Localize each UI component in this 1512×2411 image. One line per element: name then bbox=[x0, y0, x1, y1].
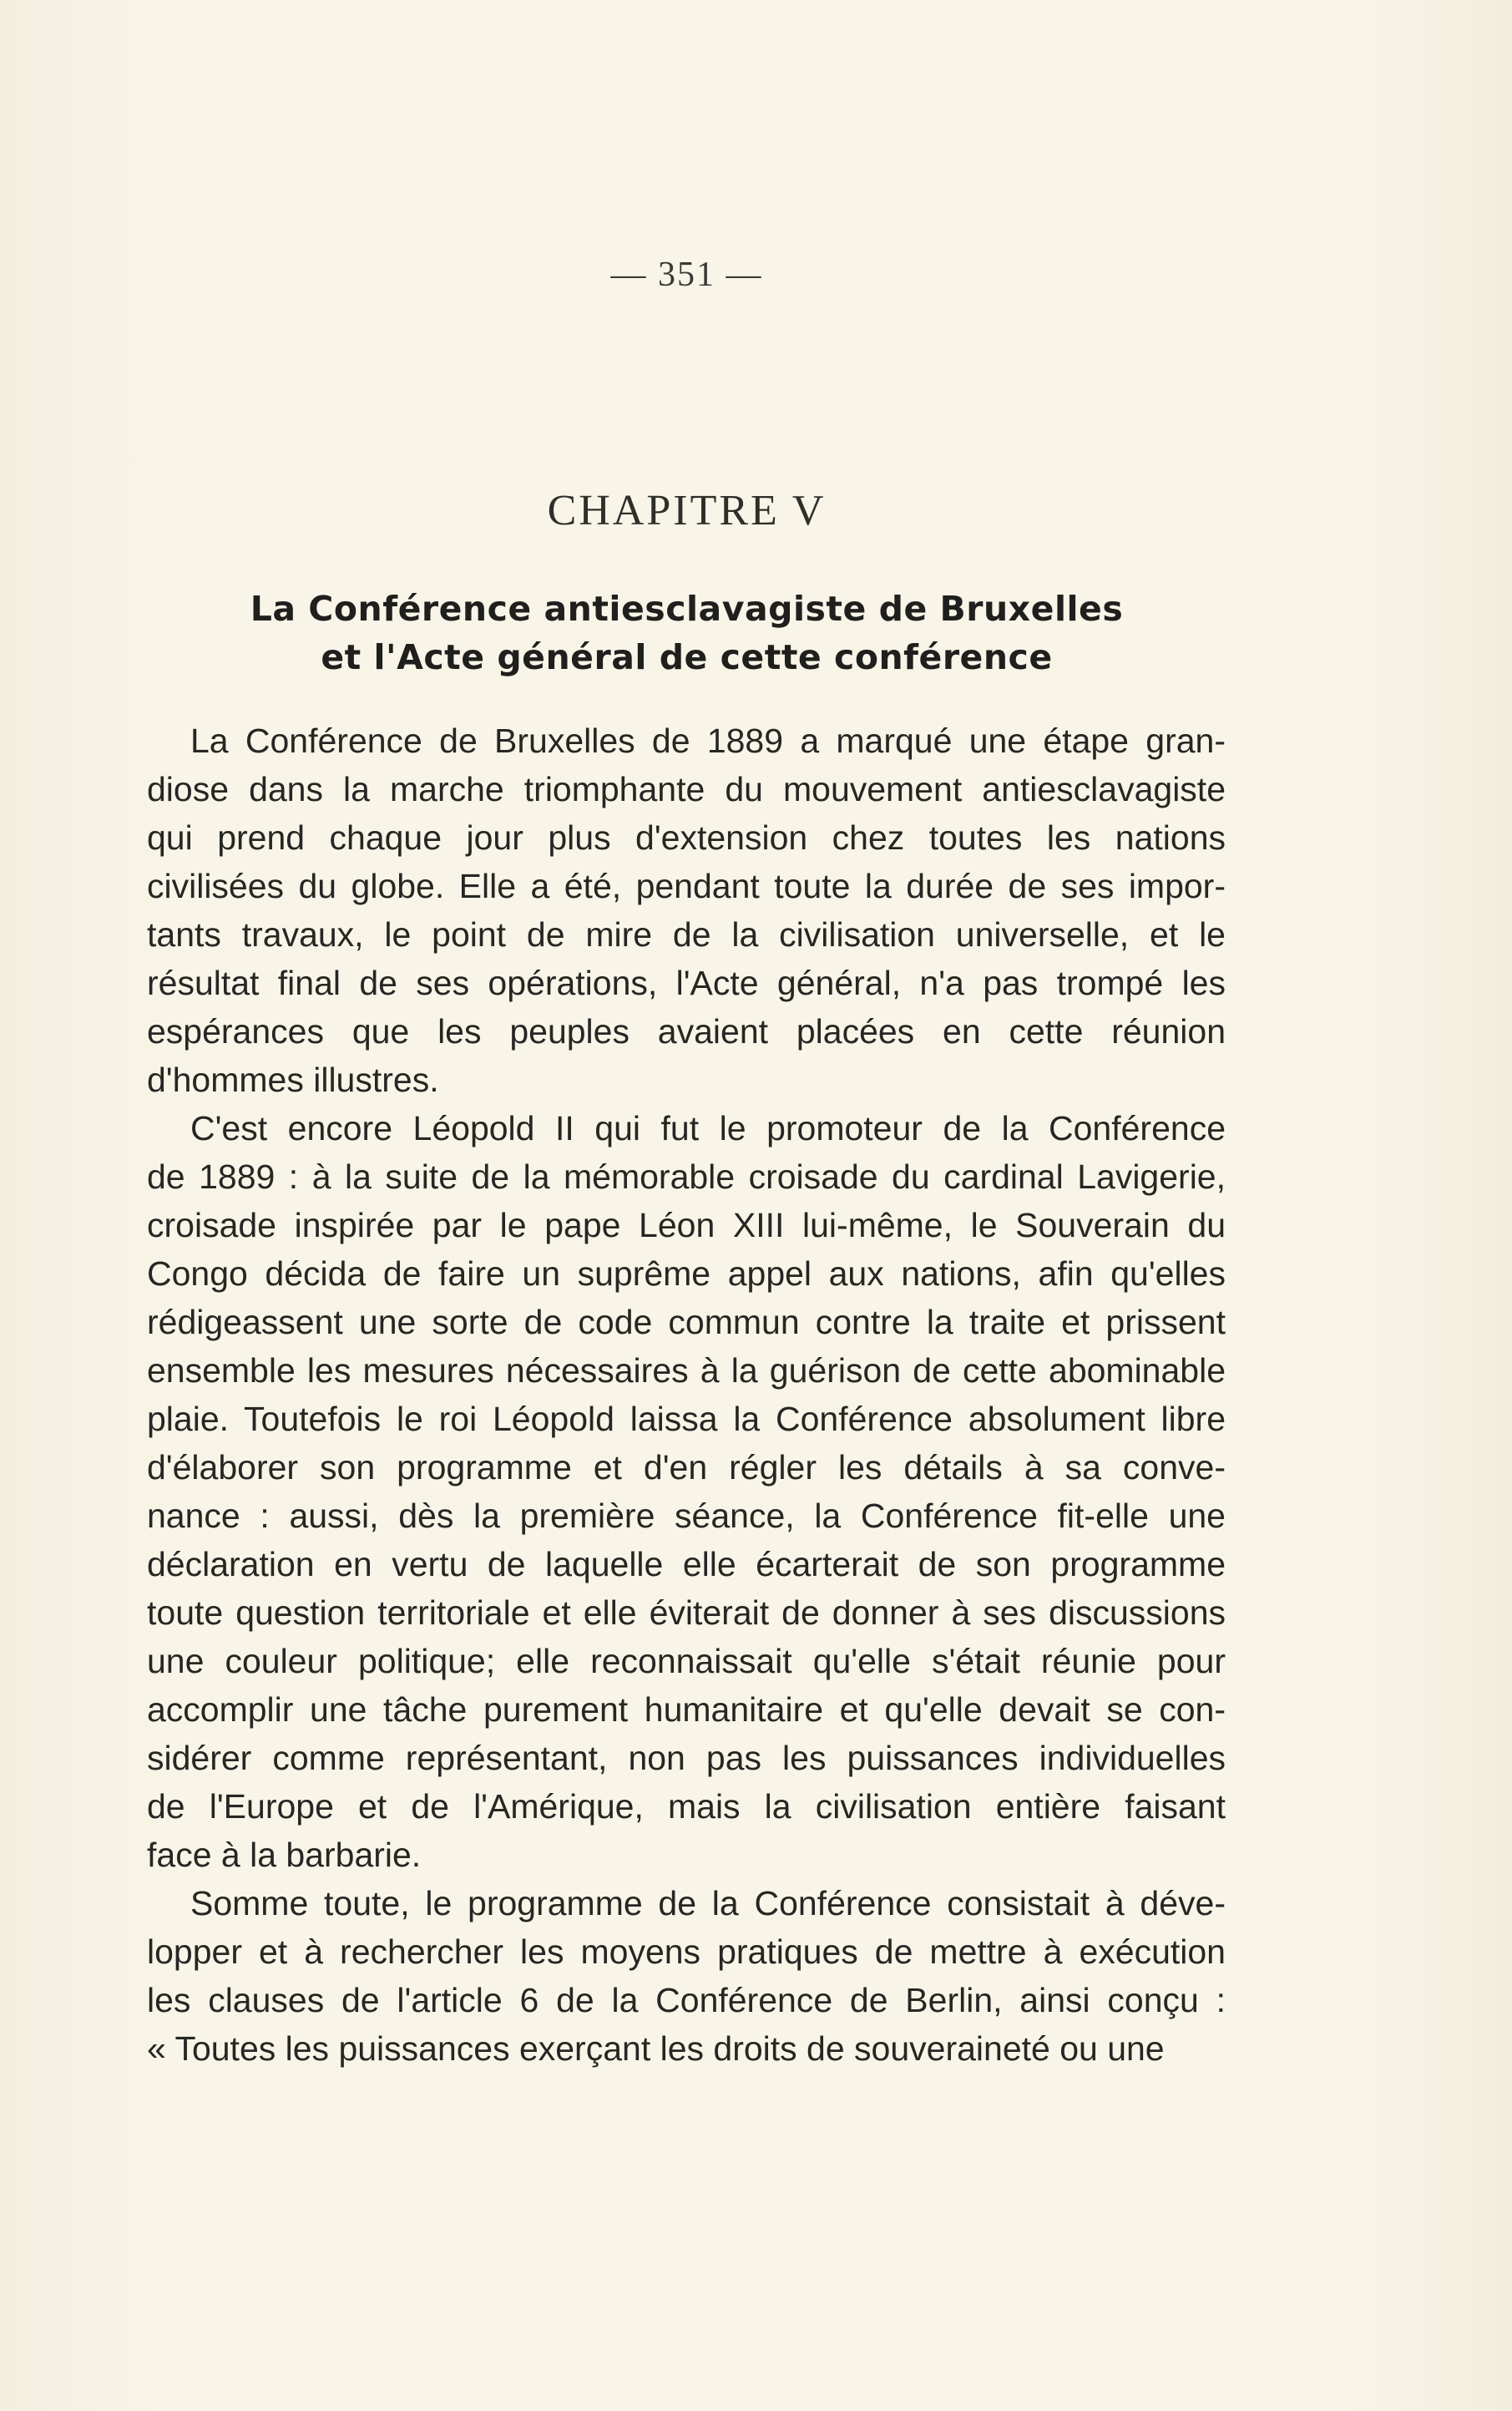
text-line: plaie. Toutefois le roi Léopold laissa la Conférence absolument libre bbox=[147, 1400, 1226, 1438]
text-line: sidérer comme représentant, non pas les puissances individuelles bbox=[147, 1739, 1226, 1777]
text-line: La Conférence de Bruxelles de 1889 a marqué une étape gran- bbox=[190, 722, 1226, 760]
paragraph bbox=[147, 1104, 1226, 1879]
text-line: Congo décida de faire un suprême appel aux nations, afin qu'elles bbox=[147, 1254, 1226, 1293]
text-line: les clauses de l'article 6 de la Conférence de Berlin, ainsi conçu : bbox=[147, 1981, 1226, 2019]
text-line: d'hommes illustres. bbox=[147, 1061, 439, 1099]
text-line: C'est encore Léopold II qui fut le promoteur de la Conférence bbox=[190, 1109, 1226, 1147]
text-line: une couleur politique; elle reconnaissait qu'elle s'était réunie pour bbox=[147, 1642, 1226, 1680]
text-line: tants travaux, le point de mire de la civilisation universelle, et le bbox=[147, 915, 1226, 954]
text-line: « Toutes les puissances exerçant les droits de souveraineté ou une bbox=[147, 2029, 1165, 2068]
chapter-title-line: La Conférence antiesclavagiste de Bruxelles bbox=[250, 589, 1124, 629]
text-line: civilisées du globe. Elle a été, pendant toute la durée de ses impor- bbox=[147, 867, 1226, 905]
paragraph bbox=[147, 717, 1226, 1104]
text-line: nance : aussi, dès la première séance, la Conférence fit-elle une bbox=[147, 1497, 1226, 1535]
text-line: croisade inspirée par le pape Léon XIII lui-même, le Souverain du bbox=[147, 1206, 1226, 1244]
text-line: Somme toute, le programme de la Conférence consistait à déve- bbox=[190, 1884, 1226, 1922]
text-line: ensemble les mesures nécessaires à la guérison de cette abominable bbox=[147, 1351, 1226, 1390]
text-line: d'élaborer son programme et d'en régler les détails à sa conve- bbox=[147, 1448, 1226, 1487]
text-line: face à la barbarie. bbox=[147, 1836, 422, 1874]
text-line: déclaration en vertu de laquelle elle écarterait de son programme bbox=[147, 1545, 1226, 1583]
text-line: toute question territoriale et elle éviterait de donner à ses discussions bbox=[147, 1593, 1226, 1632]
chapter-title-line: et l'Acte général de cette conférence bbox=[321, 637, 1053, 677]
paragraph bbox=[147, 1879, 1226, 2073]
text-line: de l'Europe et de l'Amérique, mais la civilisation entière faisant bbox=[147, 1787, 1226, 1826]
text-line: qui prend chaque jour plus d'extension chez toutes les nations bbox=[147, 818, 1226, 857]
text-line: rédigeassent une sorte de code commun contre la traite et prissent bbox=[147, 1303, 1226, 1341]
text-line: accomplir une tâche purement humanitaire et qu'elle devait se con- bbox=[147, 1690, 1226, 1729]
chapter-heading: CHAPITRE V bbox=[547, 487, 827, 534]
text-line: résultat final de ses opérations, l'Acte général, n'a pas trompé les bbox=[147, 964, 1226, 1002]
text-line: de 1889 : à la suite de la mémorable croisade du cardinal Lavigerie, bbox=[147, 1157, 1226, 1196]
text-line: lopper et à rechercher les moyens pratiques de mettre à exécution bbox=[147, 1932, 1226, 1971]
text-line: espérances que les peuples avaient placées en cette réunion bbox=[147, 1012, 1226, 1051]
body-text bbox=[147, 717, 1226, 2073]
page-number: — 351 — bbox=[610, 256, 763, 294]
text-line: diose dans la marche triomphante du mouvement antiesclavagiste bbox=[147, 770, 1226, 808]
chapter-title bbox=[0, 585, 1373, 681]
